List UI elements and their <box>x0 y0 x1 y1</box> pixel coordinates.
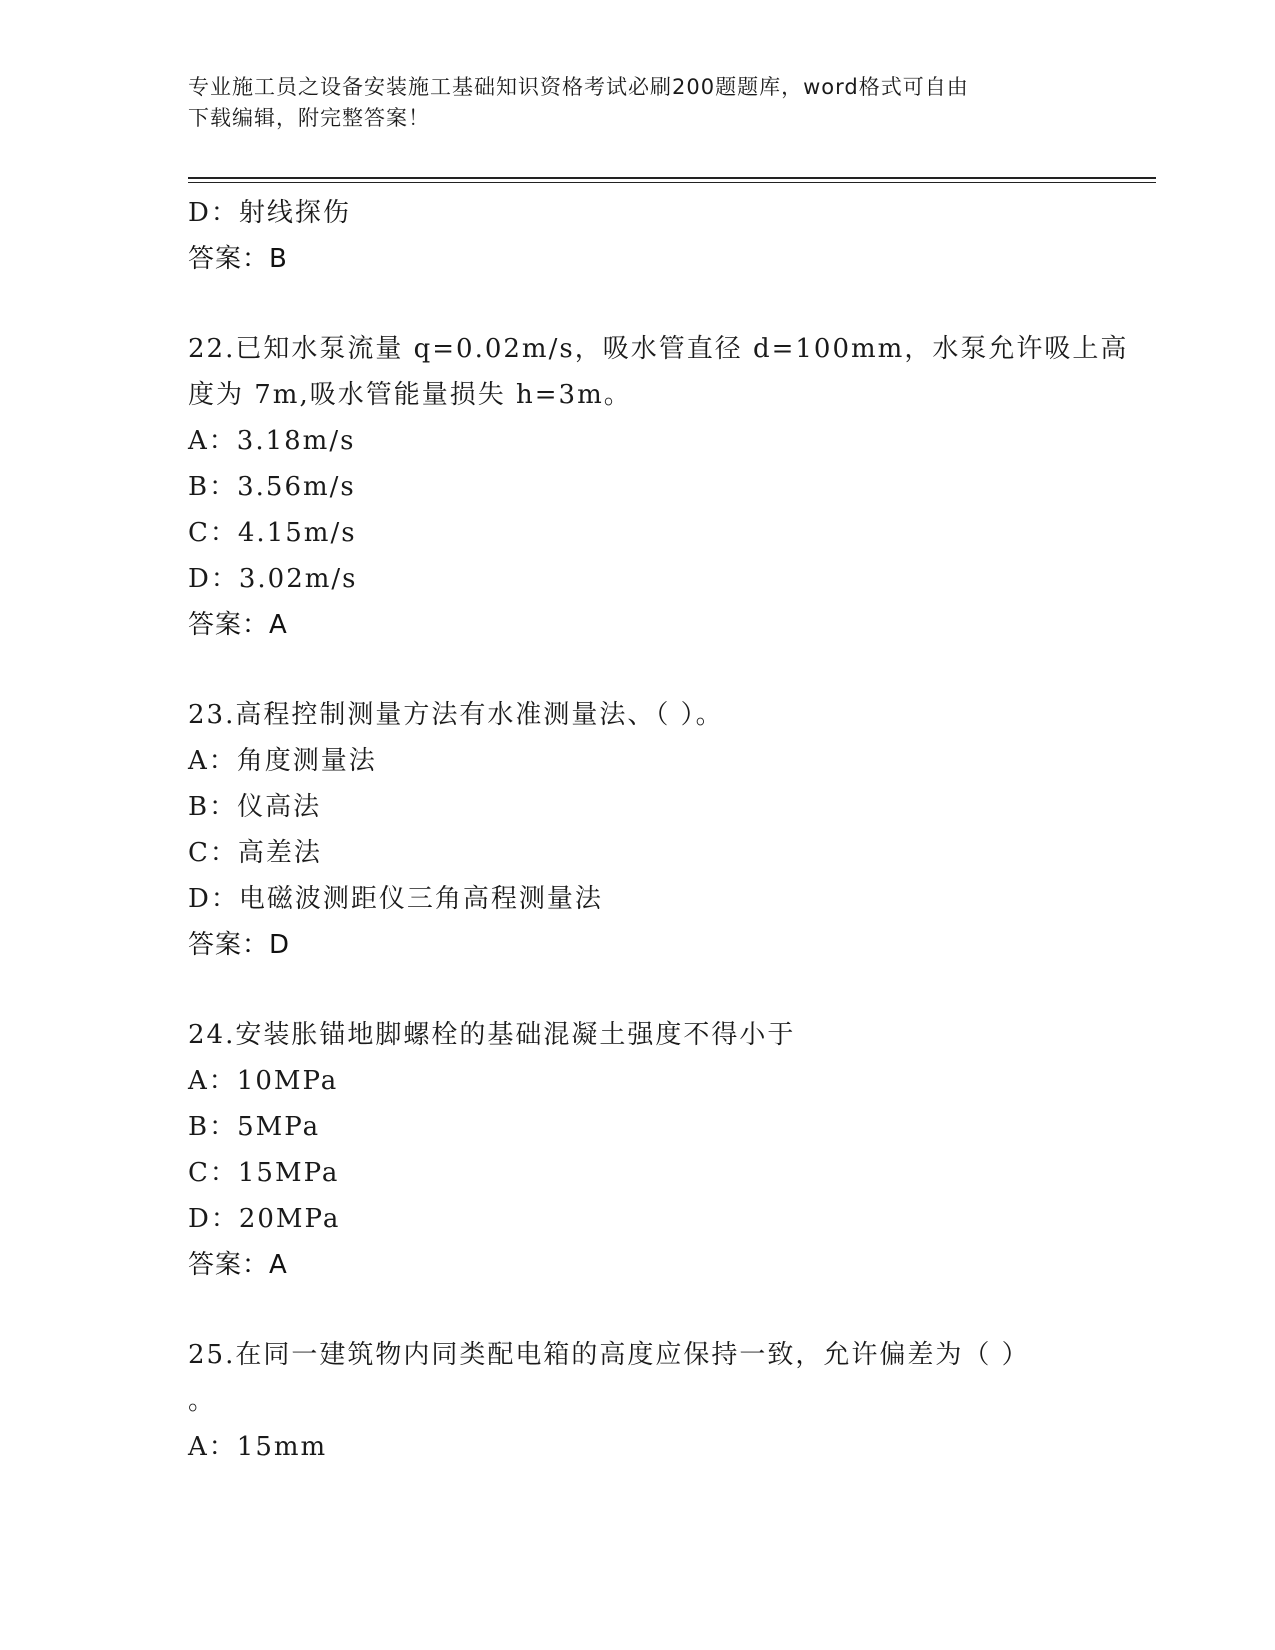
question-24 <box>188 1012 1108 1288</box>
option-d: D：射线探伤 <box>188 198 351 228</box>
option-c: C：15MPa <box>188 1158 340 1188</box>
question-text-line: 24.安装胀锚地脚螺栓的基础混凝土强度不得小于 <box>188 1020 796 1050</box>
option-c: C：4.15m/s <box>188 518 357 548</box>
question-text-line: 度为 7m,吸水管能量损失 h=3m。 <box>188 380 632 410</box>
option-c: C：高差法 <box>188 838 322 868</box>
option-b: B：5MPa <box>188 1112 321 1142</box>
question-25 <box>188 1332 1108 1470</box>
option-a: A：3.18m/s <box>188 426 356 456</box>
question-text <box>188 1332 1108 1424</box>
answer-line: 答案：A <box>188 1250 288 1280</box>
question-text <box>188 1012 1108 1058</box>
option-a: A：15mm <box>188 1432 328 1462</box>
option-a: A：10MPa <box>188 1066 339 1096</box>
option-d: D：3.02m/s <box>188 564 358 594</box>
header-line-1: 专业施工员之设备安装施工基础知识资格考试必刷200题题库，word格式可自由 <box>188 75 969 99</box>
question-text-line: 23.高程控制测量方法有水准测量法、（ ）。 <box>188 700 724 730</box>
option-d: D：电磁波测距仪三角高程测量法 <box>188 884 603 914</box>
header-divider-thick <box>188 177 1156 179</box>
document-body <box>188 190 1129 1470</box>
header-divider-thin <box>188 182 1156 183</box>
option-d: D：20MPa <box>188 1204 341 1234</box>
document-header <box>188 72 1068 134</box>
option-b: B：3.56m/s <box>188 472 356 502</box>
question-text-line: 。 <box>188 1386 217 1416</box>
answer-line: 答案：A <box>188 610 288 640</box>
option-a: A：角度测量法 <box>188 746 377 776</box>
answer-line: 答案：D <box>188 930 291 960</box>
question-text <box>188 692 1108 738</box>
question-22 <box>188 326 1129 648</box>
header-line-2: 下载编辑，附完整答案！ <box>188 106 430 130</box>
option-b: B：仪高法 <box>188 792 322 822</box>
question-23 <box>188 692 1108 968</box>
question-text <box>188 326 1129 418</box>
question-text-line: 25.在同一建筑物内同类配电箱的高度应保持一致，允许偏差为（ ） <box>188 1340 1030 1370</box>
answer-line: 答案：B <box>188 244 288 274</box>
question-text-line: 22.已知水泵流量 q=0.02m/s，吸水管直径 d=100mm，水泵允许吸上高 <box>188 334 1129 364</box>
